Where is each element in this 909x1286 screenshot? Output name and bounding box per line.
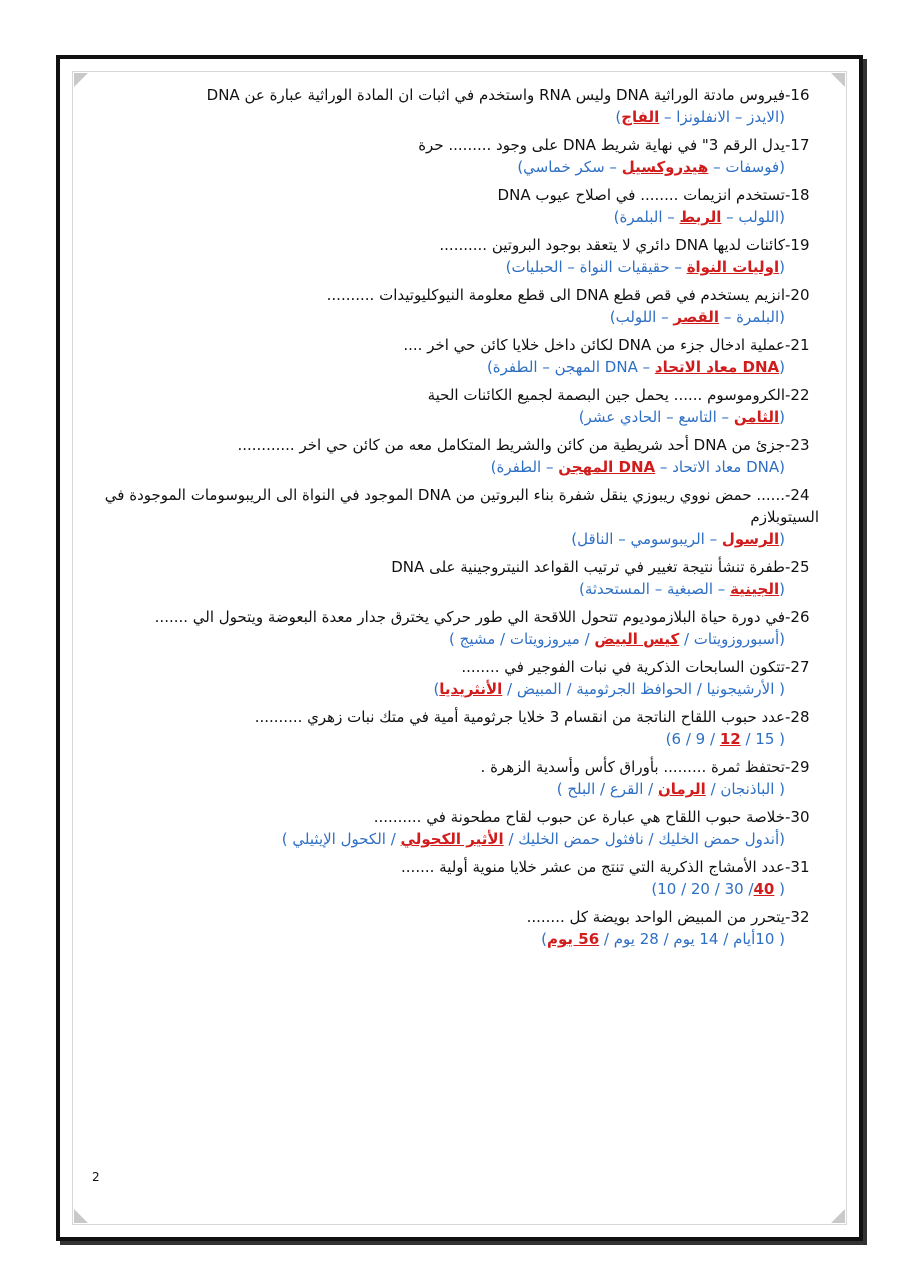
options-text: (اللولب – — [721, 208, 785, 226]
question-text: جزئ من DNA أحد شريطية من كائن والشريط المتكامل معه من كائن حي اخر ............ — [237, 436, 785, 454]
correct-answer: 12 — [719, 730, 741, 748]
question-number: 20- — [785, 286, 810, 304]
correct-answer: DNA معاد الاتحاد — [654, 358, 780, 376]
question-number: 25- — [785, 558, 810, 576]
question-text: ...... حمض نووي ريبوزي ينقل شفرة بناء البروتين من DNA الموجود في النواة الى الريبوسومات الموجودة في السيتوبلازم — [104, 486, 819, 526]
questions-list — [90, 84, 819, 956]
options-text: (أندول حمض الخليك / نافثول حمض الخليك / — [503, 830, 785, 848]
question-text: عدد الأمشاج الذكرية التي تنتج من عشر خلايا منوية أولية ....... — [401, 858, 785, 876]
question-number: 26- — [785, 608, 810, 626]
question-item — [90, 484, 819, 550]
question-item — [90, 856, 819, 900]
options-text: (فوسفات – — [708, 158, 785, 176]
question-item — [90, 806, 819, 850]
options-text-after: / ميروزويتات / مشيج ) — [449, 630, 595, 648]
corner-ornament-bottom-right — [831, 1209, 845, 1223]
answer-options — [90, 156, 819, 178]
question-text-line — [90, 484, 819, 528]
question-text: تتكون السابحات الذكرية في نبات الفوجير في ........ — [461, 658, 785, 676]
question-text: في دورة حياة البلازموديوم تتحول اللاقحة الي طور حركي يخترق جدار معدة البعوضة ويتحول الي ....... — [154, 608, 785, 626]
question-number: 24- — [785, 486, 810, 504]
answer-options — [90, 406, 819, 428]
question-number: 30- — [785, 808, 810, 826]
options-text: (أسبوروزويتات / — [679, 630, 785, 648]
options-text-after: ) — [615, 108, 622, 126]
answer-options — [90, 878, 819, 900]
options-text: ( 10أيام / 14 يوم / 28 يوم / — [599, 930, 785, 948]
options-text-after: – البلمرة) — [613, 208, 680, 226]
question-number: 31- — [785, 858, 810, 876]
question-text-line — [90, 606, 819, 628]
answer-options — [90, 106, 819, 128]
question-item — [90, 756, 819, 800]
options-text-after: / 30 / 20 / 10) — [651, 880, 754, 898]
question-item — [90, 434, 819, 478]
options-text: ( 15 / — [740, 730, 785, 748]
question-text: انزيم يستخدم في قص قطع DNA الى قطع معلومة النيوكليوتيدات .......... — [326, 286, 785, 304]
question-number: 27- — [785, 658, 810, 676]
question-item — [90, 656, 819, 700]
correct-answer: 40 — [753, 880, 775, 898]
question-item — [90, 234, 819, 278]
question-text: كائنات لديها DNA دائري لا يتعقد بوجود البروتين .......... — [439, 236, 785, 254]
question-number: 32- — [785, 908, 810, 926]
correct-answer: الأثير الكحولي — [400, 830, 504, 848]
question-item — [90, 334, 819, 378]
question-text-line — [90, 134, 819, 156]
options-text-after: – التاسع – الحادي عشر) — [578, 408, 734, 426]
options-text-after: / الكحول الإيثيلي ) — [281, 830, 401, 848]
correct-answer: 56 يوم — [547, 930, 600, 948]
question-number: 19- — [785, 236, 810, 254]
answer-options — [90, 356, 819, 378]
options-text: ( — [779, 408, 785, 426]
options-text-after: / 9 / 6) — [665, 730, 720, 748]
correct-answer: الثامن — [733, 408, 780, 426]
corner-ornament-bottom-left — [74, 1209, 88, 1223]
options-text-after: / القرع / البلح ) — [556, 780, 658, 798]
options-text-after: ) — [433, 680, 440, 698]
question-text-line — [90, 284, 819, 306]
question-number: 18- — [785, 186, 810, 204]
question-text-line — [90, 84, 819, 106]
question-text: الكروموسوم ...... يحمل جين البصمة لجميع الكائنات الحية — [427, 386, 785, 404]
question-number: 23- — [785, 436, 810, 454]
correct-answer: الفاج — [621, 108, 660, 126]
answer-options — [90, 306, 819, 328]
options-text: ( — [774, 880, 785, 898]
question-number: 16- — [785, 86, 810, 104]
options-text: ( — [779, 358, 785, 376]
options-text: ( — [779, 580, 785, 598]
correct-answer: القصر — [673, 308, 720, 326]
answer-options — [90, 728, 819, 750]
correct-answer: الرمان — [658, 780, 706, 798]
options-text: ( الأرشيجونيا / الحوافظ الجرثومية / المبيض / — [502, 680, 785, 698]
options-text-after: – الريبوسومي – الناقل) — [571, 530, 722, 548]
options-text: (DNA معاد الاتحاد – — [655, 458, 785, 476]
options-text-after: – اللولب) — [609, 308, 674, 326]
question-text-line — [90, 556, 819, 578]
answer-options — [90, 828, 819, 850]
question-number: 29- — [785, 758, 810, 776]
correct-answer: الجينية — [730, 580, 780, 598]
question-item — [90, 906, 819, 950]
question-text-line — [90, 334, 819, 356]
corner-ornament-top-right — [831, 73, 845, 87]
question-number: 17- — [785, 136, 810, 154]
options-text: ( — [779, 258, 785, 276]
question-text: عدد حبوب اللقاح الناتجة من انقسام 3 خلايا جرثومية أمية في متك نبات زهري .......... — [254, 708, 785, 726]
question-item — [90, 706, 819, 750]
options-text-after: – حقيقيات النواة – الحبليات) — [505, 258, 687, 276]
answer-options — [90, 678, 819, 700]
correct-answer: اوليات النواة — [686, 258, 780, 276]
question-text: فيروس مادتة الوراثية DNA وليس RNA واستخدم في اثبات ان المادة الوراثية عبارة عن DNA — [206, 86, 785, 104]
question-text: تستخدم انزيمات ........ في اصلاح عيوب DNA — [497, 186, 785, 204]
options-text-after: – الصبغية – المستحدثة) — [578, 580, 731, 598]
options-text-after: – DNA المهجن – الطفرة) — [486, 358, 655, 376]
question-item — [90, 606, 819, 650]
question-text: طفرة تنشأ نتيجة تغيير في ترتيب القواعد النيتروجينية على DNA — [391, 558, 785, 576]
options-text: ( — [779, 530, 785, 548]
answer-options — [90, 578, 819, 600]
answer-options — [90, 456, 819, 478]
question-item — [90, 184, 819, 228]
question-text-line — [90, 434, 819, 456]
options-text-after: ) — [541, 930, 547, 948]
question-item — [90, 134, 819, 178]
options-text-after: – الطفرة) — [490, 458, 559, 476]
options-text: (البلمرة – — [719, 308, 785, 326]
question-item — [90, 284, 819, 328]
answer-options — [90, 628, 819, 650]
question-text-line — [90, 906, 819, 928]
question-item — [90, 556, 819, 600]
question-item — [90, 84, 819, 128]
question-number: 28- — [785, 708, 810, 726]
question-item — [90, 384, 819, 428]
options-text: ( الباذنجان / — [705, 780, 785, 798]
question-text-line — [90, 756, 819, 778]
correct-answer: كيس البيض — [594, 630, 680, 648]
answer-options — [90, 528, 819, 550]
question-text-line — [90, 806, 819, 828]
question-text: خلاصة حبوب اللقاح هي عبارة عن حبوب لقاح مطحونة في .......... — [373, 808, 785, 826]
answer-options — [90, 256, 819, 278]
question-text-line — [90, 856, 819, 878]
correct-answer: الرسول — [721, 530, 780, 548]
options-text: (الايدز – الانفلونزا – — [659, 108, 785, 126]
question-number: 22- — [785, 386, 810, 404]
correct-answer: هيدروكسيل — [621, 158, 709, 176]
corner-ornament-top-left — [74, 73, 88, 87]
page-number: 2 — [92, 1170, 100, 1184]
question-text: تحتفظ ثمرة ......... بأوراق كأس وأسدية الزهرة . — [480, 758, 785, 776]
question-text-line — [90, 706, 819, 728]
question-text: يدل الرقم 3" في نهاية شريط DNA على وجود ......... حرة — [418, 136, 785, 154]
correct-answer: DNA المهجن — [558, 458, 656, 476]
question-text-line — [90, 184, 819, 206]
question-text: يتحرر من المبيض الواحد بويضة كل ........ — [526, 908, 785, 926]
answer-options — [90, 778, 819, 800]
options-text-after: – سكر خماسي) — [517, 158, 622, 176]
question-text: عملية ادخال جزء من DNA لكائن داخل خلايا كائن حي اخر .... — [403, 336, 785, 354]
question-text-line — [90, 234, 819, 256]
correct-answer: الربط — [679, 208, 722, 226]
answer-options — [90, 206, 819, 228]
correct-answer: الأنثريديا — [439, 680, 503, 698]
question-text-line — [90, 656, 819, 678]
question-text-line — [90, 384, 819, 406]
answer-options — [90, 928, 819, 950]
question-number: 21- — [785, 336, 810, 354]
